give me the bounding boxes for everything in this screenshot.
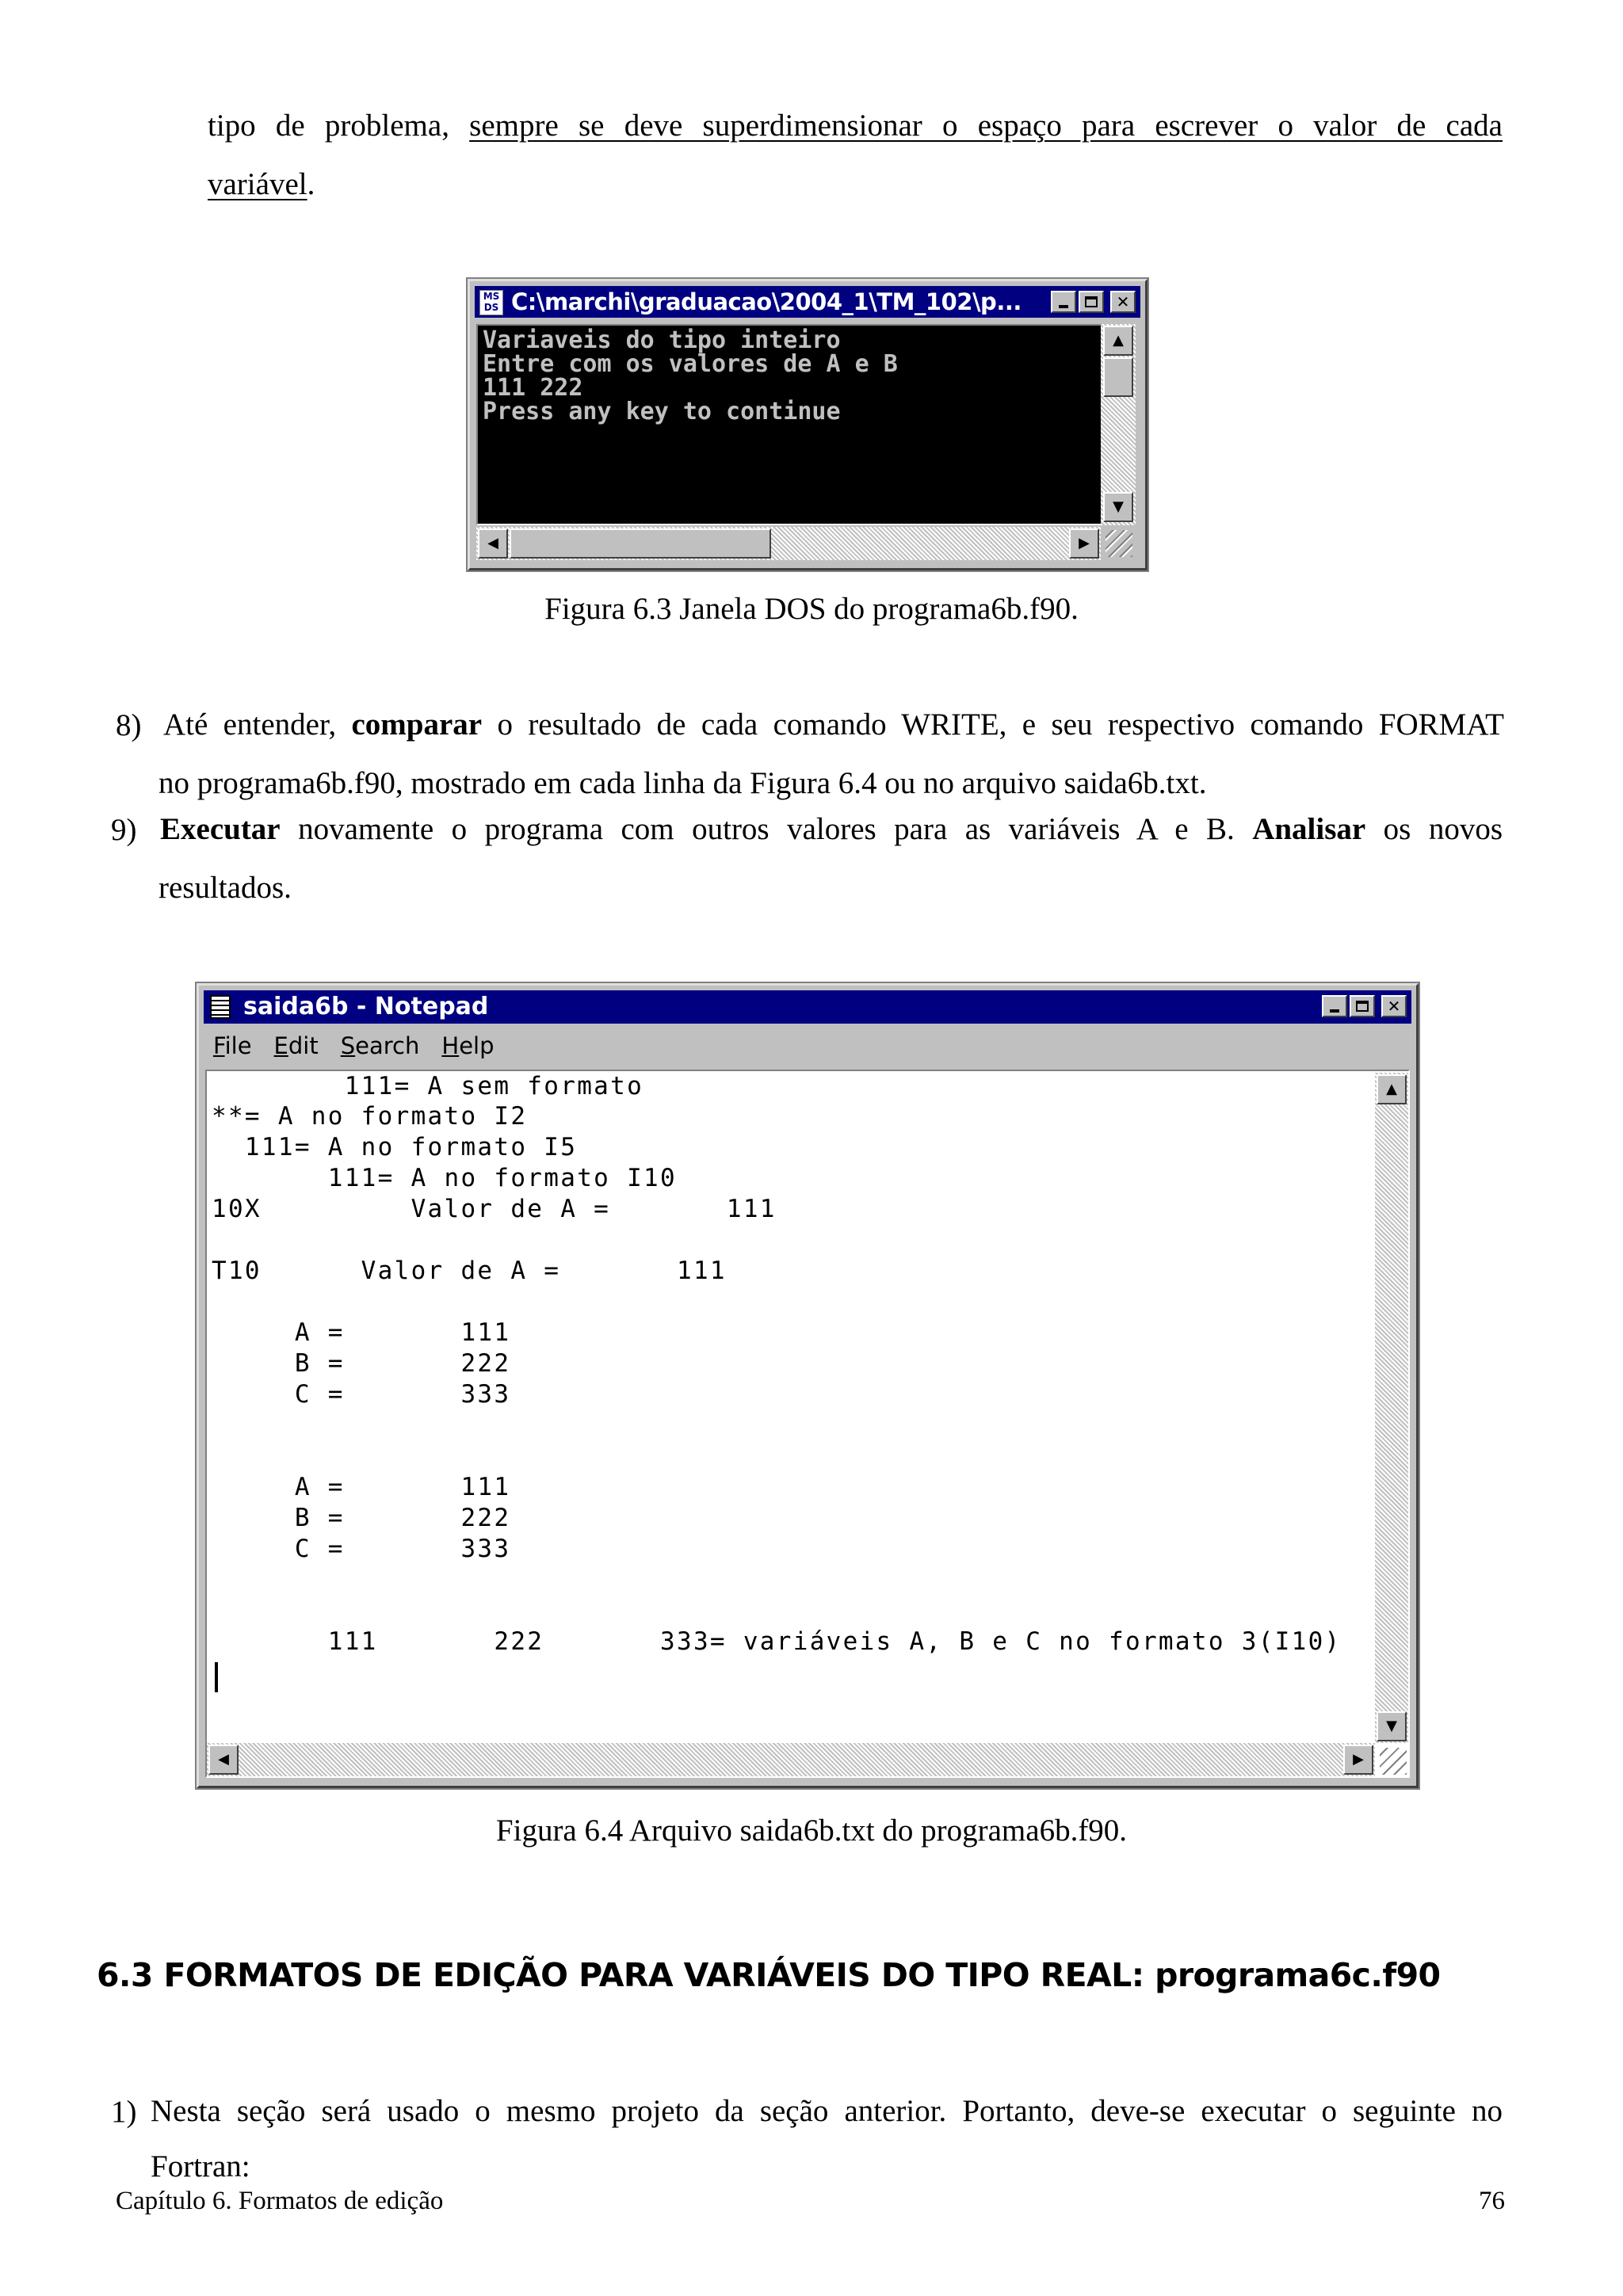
- step-8-line-2: no programa6b.f90, mostrado em cada linha da Figura 6.4 ou no arquivo saida6b.txt.: [158, 766, 1207, 800]
- text-line: A = 111: [212, 1473, 511, 1501]
- figure-caption-6-3: Figura 6.3 Janela DOS do programa6b.f90.: [544, 592, 1079, 626]
- intro-prefix: tipo de problema,: [208, 109, 470, 143]
- console-line: Entre com os valores de A e B: [483, 350, 898, 378]
- step-9-line-2: resultados.: [158, 871, 292, 905]
- scroll-down-button[interactable]: [1103, 492, 1133, 522]
- intro-underlined-1: sempre se deve superdimensionar o espaço para escrever o valor de cada: [469, 109, 1503, 143]
- intro-underlined-2: variável: [208, 167, 307, 201]
- notepad-horizontal-scrollbar[interactable]: [207, 1743, 1375, 1776]
- menu-help[interactable]: Help: [441, 1032, 495, 1059]
- arrow-left-icon: ◀: [487, 535, 498, 551]
- menu-search[interactable]: Search: [340, 1032, 420, 1059]
- minimize-icon: [1059, 305, 1068, 308]
- resize-grip-icon[interactable]: [1106, 530, 1132, 557]
- step-rest: novamente o programa com outros valores para as variáveis A e B.: [280, 812, 1253, 846]
- text-line: A = 111: [212, 1318, 511, 1347]
- notepad-icon: [210, 995, 231, 1019]
- section-heading: 6.3 FORMATOS DE EDIÇÃO PARA VARIÁVEIS DO TIPO REAL: programa6c.f90: [97, 1956, 1441, 1994]
- notepad-window: [197, 983, 1419, 1788]
- step-bold: Executar: [160, 812, 281, 846]
- step-bold: comparar: [351, 707, 483, 742]
- minimize-button[interactable]: [1322, 995, 1347, 1017]
- console-line: Press any key to continue: [483, 398, 841, 425]
- step-1-line-2: Fortran:: [151, 2149, 250, 2183]
- maximize-icon: [1356, 1001, 1369, 1012]
- footer-chapter: Capítulo 6. Formatos de edição: [116, 2187, 444, 2215]
- scroll-left-button[interactable]: [208, 1745, 239, 1775]
- minimize-icon: [1330, 1009, 1339, 1013]
- intro-suffix: .: [307, 167, 315, 201]
- resize-grip-icon[interactable]: [1380, 1748, 1407, 1775]
- maximize-button[interactable]: [1079, 291, 1104, 313]
- arrow-up-icon: ▲: [1113, 332, 1124, 349]
- arrow-down-icon: ▼: [1386, 1718, 1397, 1734]
- menu-edit[interactable]: Edit: [273, 1032, 319, 1059]
- scroll-right-button[interactable]: [1069, 528, 1099, 559]
- notepad-vertical-scrollbar[interactable]: [1375, 1073, 1408, 1743]
- console-line: Variaveis do tipo inteiro: [483, 326, 841, 354]
- text-line: C = 333: [212, 1535, 511, 1563]
- arrow-left-icon: ◀: [218, 1751, 229, 1768]
- text-line: 10X Valor de A = 111: [212, 1195, 777, 1223]
- arrow-up-icon: ▲: [1386, 1081, 1397, 1097]
- dos-vertical-scrollbar[interactable]: [1101, 324, 1136, 525]
- close-button[interactable]: [1381, 995, 1407, 1017]
- step-number: 9): [111, 813, 137, 847]
- scroll-right-button[interactable]: [1343, 1745, 1373, 1775]
- dos-window: [468, 279, 1148, 570]
- minimize-button[interactable]: [1051, 291, 1076, 313]
- step-number: 8): [116, 708, 142, 742]
- text-line: 111 222 333= variáveis A, B e C no formato 3(I10): [212, 1627, 1342, 1656]
- close-icon: ✕: [1116, 292, 1130, 311]
- step-bold: Analisar: [1252, 812, 1366, 846]
- dos-window-title: C:\marchi\graduacao\2004_1\TM_102\p...: [511, 288, 1022, 315]
- notepad-window-title: saida6b - Notepad: [243, 993, 489, 1020]
- dos-horizontal-scrollbar[interactable]: [476, 527, 1101, 560]
- text-line: B = 222: [212, 1504, 511, 1532]
- msdos-icon: MS DS: [479, 290, 503, 315]
- step-number: 1): [111, 2095, 137, 2129]
- notepad-text-area[interactable]: [205, 1070, 1410, 1778]
- scroll-thumb[interactable]: [1103, 357, 1133, 397]
- intro-line-1: [208, 97, 1503, 155]
- dos-title-bar[interactable]: [475, 286, 1140, 318]
- page-number: 76: [1479, 2187, 1505, 2215]
- step-1-line-1: Nesta seção será usado o mesmo projeto da seção anterior. Portanto, deve-se executar o seguinte no: [151, 2094, 1503, 2128]
- figure-caption-6-4: Figura 6.4 Arquivo saida6b.txt do programa6b.f90.: [495, 1814, 1128, 1848]
- scroll-up-button[interactable]: [1103, 326, 1133, 356]
- maximize-icon: [1085, 296, 1098, 307]
- text-line: C = 333: [212, 1380, 511, 1409]
- step-lead: Até entender,: [163, 707, 352, 742]
- scroll-thumb[interactable]: [510, 528, 771, 559]
- arrow-down-icon: ▼: [1113, 498, 1124, 515]
- notepad-title-bar[interactable]: [204, 990, 1411, 1024]
- text-line: T10 Valor de A = 111: [212, 1257, 727, 1285]
- text-line: 111= A no formato I10: [212, 1164, 677, 1192]
- arrow-right-icon: ▶: [1353, 1751, 1364, 1768]
- text-line: 111= A sem formato: [212, 1072, 644, 1100]
- text-caret: [215, 1662, 218, 1692]
- text-line: B = 222: [212, 1349, 511, 1378]
- step-9-line-1: [160, 800, 1503, 859]
- step-rest: o resultado de cada comando WRITE, e seu respectivo comando FORMAT: [482, 707, 1504, 742]
- close-icon: ✕: [1387, 997, 1401, 1016]
- scroll-left-button[interactable]: [478, 528, 508, 559]
- maximize-button[interactable]: [1350, 995, 1375, 1017]
- menu-bar: [213, 1030, 495, 1062]
- dos-console[interactable]: [476, 324, 1102, 525]
- step-8-line-1: [163, 696, 1504, 754]
- arrow-right-icon: ▶: [1079, 535, 1090, 551]
- intro-line-2: [208, 155, 315, 214]
- scroll-up-button[interactable]: [1377, 1074, 1407, 1104]
- text-line: **= A no formato I2: [212, 1102, 528, 1131]
- close-button[interactable]: [1110, 291, 1136, 313]
- console-line: 111 222: [483, 374, 583, 402]
- scroll-down-button[interactable]: [1377, 1711, 1407, 1741]
- step-rest: os novos: [1365, 812, 1503, 846]
- menu-file[interactable]: File: [213, 1032, 252, 1059]
- text-line: 111= A no formato I5: [212, 1133, 578, 1161]
